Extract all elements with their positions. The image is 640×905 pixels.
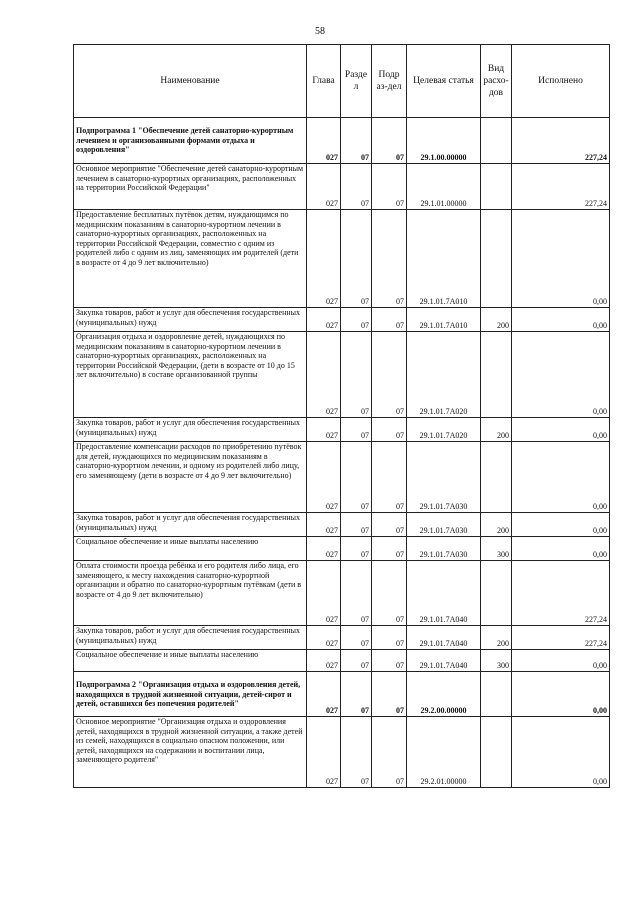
row-ispolneno-cell: 227,24	[512, 561, 610, 626]
row-name-cell: Социальное обеспечение и иные выплаты населению	[74, 537, 307, 561]
row-glava-cell: 027	[307, 717, 341, 788]
table-row	[74, 118, 610, 164]
table-row	[74, 442, 610, 513]
row-ispolneno-cell: 0,00	[512, 650, 610, 672]
row-celevaya-cell: 29.1.01.7А020	[407, 332, 481, 418]
row-glava-cell: 027	[307, 332, 341, 418]
row-razdel-cell: 07	[341, 537, 372, 561]
row-celevaya-cell: 29.1.01.7А010	[407, 308, 481, 332]
row-vid-cell	[481, 672, 512, 717]
row-podrazdel-cell: 07	[372, 164, 407, 210]
row-celevaya-cell: 29.2.00.00000	[407, 672, 481, 717]
row-celevaya-cell: 29.1.01.00000	[407, 164, 481, 210]
row-podrazdel-cell: 07	[372, 672, 407, 717]
row-celevaya-cell: 29.1.01.7А020	[407, 418, 481, 442]
row-vid-cell	[481, 561, 512, 626]
table-row	[74, 308, 610, 332]
row-celevaya-cell: 29.1.01.7А030	[407, 513, 481, 537]
row-name-cell: Подпрограмма 2 "Организация отдыха и оздоровления детей, находящихся в трудной жизненной ситуации, детей-сирот и детей, оставшихся без попечения родителей"	[74, 672, 307, 717]
row-celevaya-cell: 29.1.00.00000	[407, 118, 481, 164]
table-row	[74, 332, 610, 418]
row-ispolneno-cell: 0,00	[512, 513, 610, 537]
table-row	[74, 672, 610, 717]
row-glava-cell: 027	[307, 442, 341, 513]
row-glava-cell: 027	[307, 164, 341, 210]
header-row	[74, 45, 610, 118]
row-razdel-cell: 07	[341, 650, 372, 672]
header-ispolneno: Исполнено	[512, 45, 610, 118]
row-name-cell: Закупка товаров, работ и услуг для обеспечения государственных (муниципальных) нужд	[74, 626, 307, 650]
row-celevaya-cell: 29.1.01.7А030	[407, 442, 481, 513]
row-podrazdel-cell: 07	[372, 626, 407, 650]
row-razdel-cell: 07	[341, 717, 372, 788]
row-glava-cell: 027	[307, 308, 341, 332]
table-row	[74, 210, 610, 308]
row-glava-cell: 027	[307, 626, 341, 650]
row-glava-cell: 027	[307, 513, 341, 537]
row-vid-cell: 200	[481, 626, 512, 650]
row-podrazdel-cell: 07	[372, 118, 407, 164]
row-ispolneno-cell: 0,00	[512, 442, 610, 513]
row-name-cell: Закупка товаров, работ и услуг для обеспечения государственных (муниципальных) нужд	[74, 418, 307, 442]
table-row	[74, 418, 610, 442]
table-row	[74, 513, 610, 537]
row-podrazdel-cell: 07	[372, 418, 407, 442]
row-name-cell: Основное мероприятие "Обеспечение детей санаторно-курортным лечением в санаторно-курортных организациях, расположенных на территории Российской Федерации"	[74, 164, 307, 210]
row-ispolneno-cell: 0,00	[512, 537, 610, 561]
row-glava-cell: 027	[307, 650, 341, 672]
row-vid-cell	[481, 164, 512, 210]
page-number: 58	[315, 26, 325, 37]
row-podrazdel-cell: 07	[372, 513, 407, 537]
row-name-cell: Оплата стоимости проезда ребёнка и его родителя либо лица, его заменяющего, к месту нахождения санаторно-курортной организации и обратно по санаторно-курортным путёвкам (дети в возрасте от 4 до 9 лет включительно)	[74, 561, 307, 626]
row-name-cell: Основное мероприятие "Организация отдыха и оздоровления детей, находящихся в трудной жизненной ситуации, а также детей из семей, находящихся в социально опасном положении, или детей, находящихся на содержании и воспитании лица, заменяющего родителя"	[74, 717, 307, 788]
table-row	[74, 650, 610, 672]
row-vid-cell	[481, 442, 512, 513]
header-celevaya: Целевая статья	[407, 45, 481, 118]
row-name-cell: Предоставление компенсации расходов по приобретению путёвок для детей, нуждающихся по медицинским показаниям в санаторно-курортном лечении, и одному из родителей либо лицу, его заменяющему (дети в возрасте от 4 до 9 лет включительно)	[74, 442, 307, 513]
header-glava: Глава	[307, 45, 341, 118]
row-ispolneno-cell: 227,24	[512, 626, 610, 650]
row-razdel-cell: 07	[341, 561, 372, 626]
row-razdel-cell: 07	[341, 118, 372, 164]
row-name-cell: Закупка товаров, работ и услуг для обеспечения государственных (муниципальных) нужд	[74, 513, 307, 537]
row-vid-cell	[481, 210, 512, 308]
budget-table	[73, 44, 610, 788]
row-podrazdel-cell: 07	[372, 442, 407, 513]
row-celevaya-cell: 29.1.01.7А040	[407, 650, 481, 672]
header-podrazdel: Подр аз-дел	[372, 45, 407, 118]
row-ispolneno-cell: 0,00	[512, 332, 610, 418]
table-row	[74, 717, 610, 788]
row-glava-cell: 027	[307, 418, 341, 442]
row-name-cell: Подпрограмма 1 "Обеспечение детей санаторно-курортным лечением и организованными формами отдыха и оздоровления"	[74, 118, 307, 164]
table-row	[74, 537, 610, 561]
row-razdel-cell: 07	[341, 210, 372, 308]
row-podrazdel-cell: 07	[372, 332, 407, 418]
row-razdel-cell: 07	[341, 672, 372, 717]
row-glava-cell: 027	[307, 537, 341, 561]
row-ispolneno-cell: 0,00	[512, 210, 610, 308]
row-celevaya-cell: 29.2.01.00000	[407, 717, 481, 788]
row-razdel-cell: 07	[341, 308, 372, 332]
row-vid-cell: 200	[481, 418, 512, 442]
row-podrazdel-cell: 07	[372, 561, 407, 626]
row-glava-cell: 027	[307, 672, 341, 717]
table-row	[74, 561, 610, 626]
row-celevaya-cell: 29.1.01.7А010	[407, 210, 481, 308]
row-vid-cell	[481, 118, 512, 164]
row-vid-cell	[481, 332, 512, 418]
row-ispolneno-cell: 227,24	[512, 164, 610, 210]
row-glava-cell: 027	[307, 561, 341, 626]
row-razdel-cell: 07	[341, 513, 372, 537]
row-ispolneno-cell: 0,00	[512, 717, 610, 788]
table-row	[74, 164, 610, 210]
row-glava-cell: 027	[307, 118, 341, 164]
row-podrazdel-cell: 07	[372, 308, 407, 332]
row-celevaya-cell: 29.1.01.7А040	[407, 626, 481, 650]
table-row	[74, 626, 610, 650]
row-razdel-cell: 07	[341, 442, 372, 513]
row-celevaya-cell: 29.1.01.7А030	[407, 537, 481, 561]
row-podrazdel-cell: 07	[372, 537, 407, 561]
row-name-cell: Социальное обеспечение и иные выплаты населению	[74, 650, 307, 672]
row-name-cell: Закупка товаров, работ и услуг для обеспечения государственных (муниципальных) нужд	[74, 308, 307, 332]
row-glava-cell: 027	[307, 210, 341, 308]
row-ispolneno-cell: 0,00	[512, 672, 610, 717]
row-vid-cell: 200	[481, 308, 512, 332]
header-vid: Вид расхо-дов	[481, 45, 512, 118]
row-vid-cell: 300	[481, 650, 512, 672]
row-razdel-cell: 07	[341, 332, 372, 418]
row-ispolneno-cell: 0,00	[512, 308, 610, 332]
header-name: Наименование	[74, 45, 307, 118]
row-ispolneno-cell: 227,24	[512, 118, 610, 164]
header-razdel: Разде л	[341, 45, 372, 118]
row-razdel-cell: 07	[341, 418, 372, 442]
row-razdel-cell: 07	[341, 626, 372, 650]
row-celevaya-cell: 29.1.01.7А040	[407, 561, 481, 626]
row-razdel-cell: 07	[341, 164, 372, 210]
row-vid-cell: 200	[481, 513, 512, 537]
row-podrazdel-cell: 07	[372, 210, 407, 308]
row-vid-cell	[481, 717, 512, 788]
row-podrazdel-cell: 07	[372, 650, 407, 672]
row-name-cell: Предоставление бесплатных путёвок детям, нуждающимся по медицинским показаниям в санаторно-курортном лечении в санаторно-курортных организациях, расположенных на территории Российской Федерации, совместно с одним из родителей либо с одним из лиц, заменяющих им родителей (дети в возрасте от 4 до 9 лет включительно)	[74, 210, 307, 308]
row-ispolneno-cell: 0,00	[512, 418, 610, 442]
row-name-cell: Организация отдыха и оздоровление детей, нуждающихся по медицинским показаниям в санаторно-курортном лечении в санаторно-курортных организациях, расположенных на территории Российской Федерации, (дети в возрасте от 10 до 15 лет включительно) в составе организованной группы	[74, 332, 307, 418]
row-podrazdel-cell: 07	[372, 717, 407, 788]
row-vid-cell: 300	[481, 537, 512, 561]
